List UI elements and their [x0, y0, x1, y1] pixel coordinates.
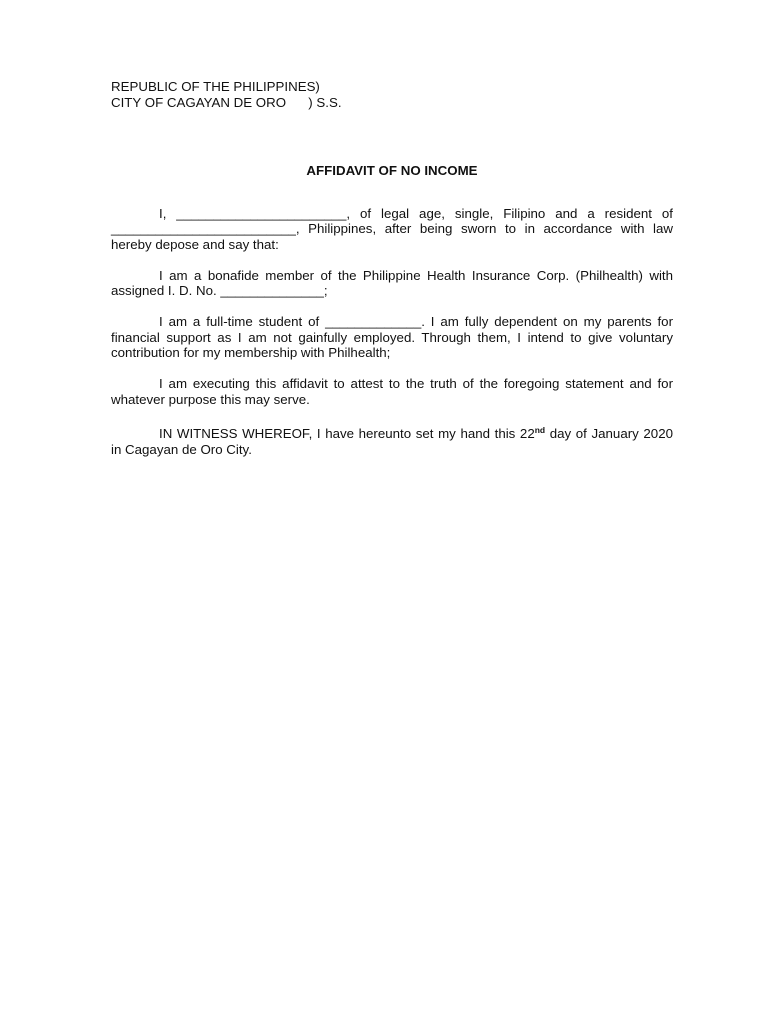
- paragraph-purpose: I am executing this affidavit to attest to the truth of the foregoing statement and for whatever purpose this may serve.: [111, 376, 673, 407]
- caption-city: CITY OF CAGAYAN DE ORO ) S.S.: [111, 94, 342, 110]
- paragraph-student-status: I am a full-time student of _____________. I am fully dependent on my parents for financial support as I am not gainfully employed. Through them, I intend to give voluntary contribution for my membership with Philhealth;: [111, 314, 673, 360]
- document-title: AFFIDAVIT OF NO INCOME: [306, 163, 478, 178]
- ordinal-suffix: nd: [534, 425, 546, 435]
- paragraph-philhealth-membership: I am a bonafide member of the Philippine Health Insurance Corp. (Philhealth) with assigned I. D. No. ______________;: [111, 267, 673, 298]
- affidavit-body: [111, 79, 673, 457]
- witness-text-end: day of January 2020 in Cagayan de Oro City.: [111, 426, 673, 457]
- paragraph-witness: [111, 426, 673, 457]
- witness-text-start: IN WITNESS WHEREOF, I have hereunto set my hand this 22: [159, 426, 535, 441]
- caption-republic: REPUBLIC OF THE PHILIPPINES): [111, 79, 320, 94]
- paragraph-affiant-identity: I, _______________________, of legal age, single, Filipino and a resident of _________________________, Philippines, after being sworn to in accordance with law hereby depose and say that:: [111, 205, 673, 252]
